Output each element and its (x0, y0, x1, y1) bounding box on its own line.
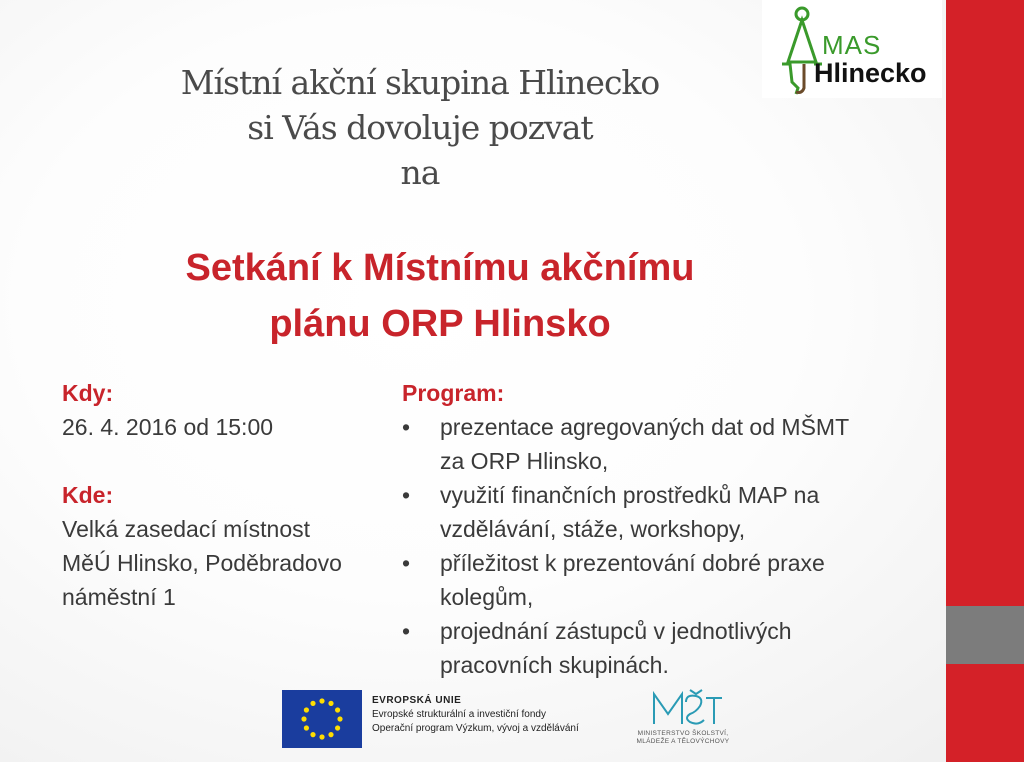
program-label: Program: (402, 380, 505, 406)
side-bar-red-top (946, 0, 1024, 606)
msmt-line-2: MLÁDEŽE A TĚLOVÝCHOVY (636, 738, 730, 745)
program-item (402, 478, 922, 546)
when-label: Kdy: (62, 380, 114, 406)
bullet-icon: • (402, 550, 411, 576)
event-title-line-1: Setkání k Místnímu akčnímu (185, 247, 695, 289)
eu-flag-icon (282, 690, 362, 748)
program-item-line-1: prezentace agregovaných dat od MŠMT (440, 414, 850, 440)
eu-text (372, 694, 579, 736)
program-item-line-1: příležitost k prezentování dobré praxe (440, 550, 825, 576)
program-item (402, 546, 922, 614)
bullet-icon: • (402, 414, 411, 440)
program-item-line-2: pracovních skupinách. (440, 652, 669, 678)
program-item-line-1: využití finančních prostředků MAP na (440, 482, 820, 508)
program-list (402, 410, 922, 682)
eu-title: EVROPSKÁ UNIE (372, 695, 462, 706)
program-item (402, 410, 922, 478)
eu-line-2: Operační program Výzkum, vývoj a vzdělávání (372, 723, 579, 734)
logo-mas-text: MAS (822, 30, 882, 60)
eu-line-1: Evropské strukturální a investiční fondy (372, 709, 546, 720)
msmt-subtitle (618, 730, 748, 746)
program-item-line-2: vzdělávání, stáže, workshopy, (440, 516, 746, 542)
side-bar-red-bottom (946, 664, 1024, 762)
intro-line-3: na (400, 153, 440, 192)
logo-hlinecko-text: Hlinecko (814, 58, 927, 88)
event-title-line-2: plánu ORP Hlinsko (269, 303, 611, 345)
msmt-line-1: MINISTERSTVO ŠKOLSTVÍ, (637, 730, 729, 737)
intro-heading (100, 60, 740, 195)
side-bar-gray (946, 606, 1024, 664)
intro-line-1: Místní akční skupina Hlinecko (180, 63, 660, 102)
bullet-icon: • (402, 618, 411, 644)
where-line-1: Velká zasedací místnost (62, 516, 311, 542)
bullet-icon: • (402, 482, 411, 508)
program-item-line-1: projednání zástupců v jednotlivých (440, 618, 792, 644)
mas-hlinecko-logo (762, 0, 942, 98)
where-label: Kde: (62, 482, 114, 508)
event-title (60, 240, 820, 352)
program-item-line-2: kolegům, (440, 584, 534, 610)
where-line-2: MěÚ Hlinsko, Poděbradovo (62, 550, 342, 576)
when-value: 26. 4. 2016 od 15:00 (62, 414, 274, 440)
program (402, 376, 922, 682)
intro-line-2: si Vás dovoluje pozvat (247, 108, 593, 147)
where-line-3: náměstní 1 (62, 584, 176, 610)
program-item (402, 614, 922, 682)
program-item-line-2: za ORP Hlinsko, (440, 448, 609, 474)
event-info (62, 376, 392, 614)
